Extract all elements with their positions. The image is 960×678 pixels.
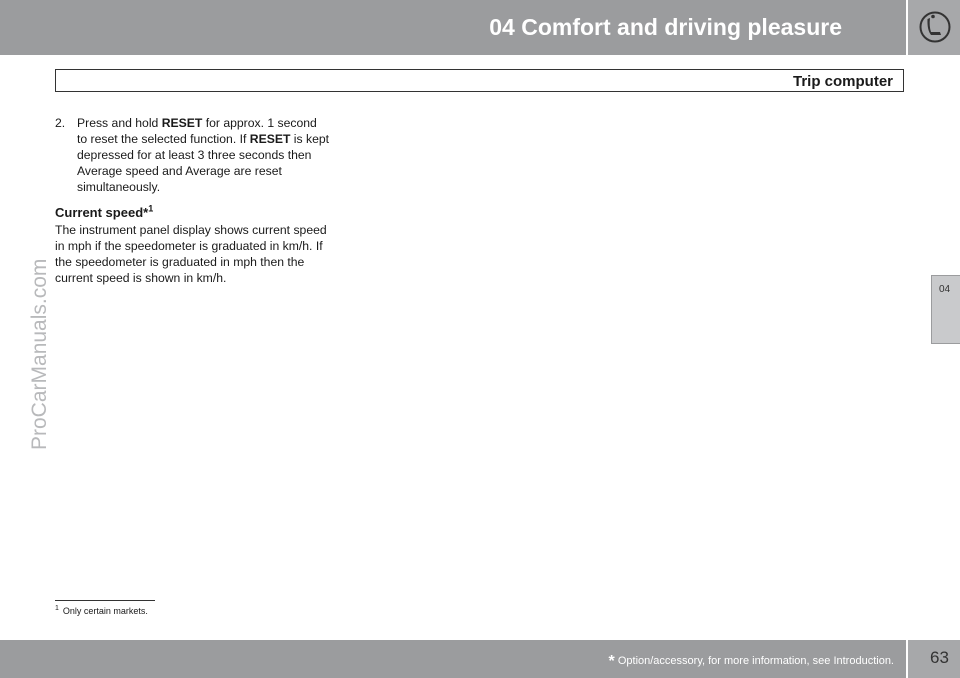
step-number: 2. bbox=[55, 116, 66, 130]
watermark: ProCarManuals.com bbox=[28, 258, 51, 450]
section-title: Trip computer bbox=[792, 73, 893, 90]
step-text-part: for approx. 1 second to reset the selected function. If bbox=[77, 116, 317, 146]
header-bar bbox=[0, 0, 906, 55]
step-text-part: is kept depressed for at least 3 three seconds then Average speed and Average are reset simultaneously. bbox=[77, 132, 330, 194]
footnote-reference: 1 bbox=[148, 203, 154, 214]
seat-icon bbox=[919, 10, 951, 44]
side-tab-label: 04 bbox=[939, 284, 951, 295]
current-speed-heading-text: Current speed* bbox=[55, 205, 149, 220]
page-number: 63 bbox=[930, 648, 949, 667]
page-number-box bbox=[906, 640, 960, 678]
current-speed-heading bbox=[55, 205, 153, 220]
reset-keyword: RESET bbox=[161, 116, 203, 130]
reset-keyword: RESET bbox=[249, 132, 291, 146]
step-text-part: Press and hold bbox=[77, 116, 162, 130]
footer-note-text: Option/accessory, for more information, see Introduction. bbox=[617, 655, 894, 667]
instruction-step bbox=[55, 115, 330, 195]
footnote-mark: 1 bbox=[55, 605, 59, 612]
footer-bar bbox=[0, 640, 906, 678]
chapter-icon-box bbox=[906, 0, 960, 55]
footer-note bbox=[609, 653, 894, 671]
current-speed-body: The instrument panel display shows current speed in mph if the speedometer is graduated in km/h. If the speedometer is graduated in mph then the current speed is shown in km/h. bbox=[55, 223, 327, 285]
footnote-text: Only certain markets. bbox=[62, 606, 148, 616]
chapter-side-tab[interactable] bbox=[931, 275, 960, 344]
chapter-title: 04 Comfort and driving pleasure bbox=[489, 14, 842, 40]
section-heading-box bbox=[55, 69, 904, 92]
asterisk: * bbox=[608, 653, 615, 670]
footnote bbox=[55, 606, 148, 616]
footnote-divider bbox=[55, 600, 155, 601]
step-text bbox=[77, 115, 330, 195]
